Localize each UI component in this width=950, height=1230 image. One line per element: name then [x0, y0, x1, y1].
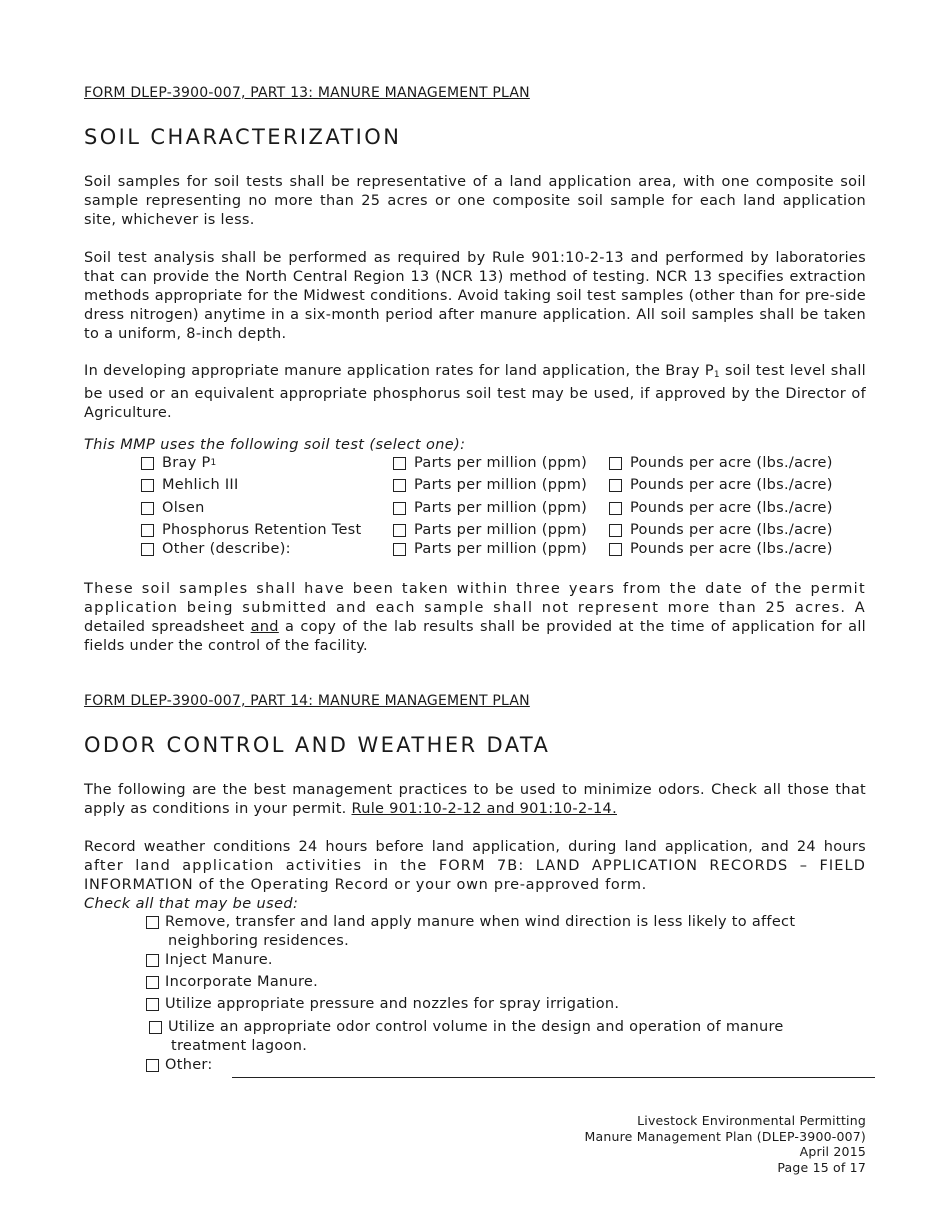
footer-date: April 2015 [799, 1144, 866, 1159]
olsen-label: Olsen [162, 500, 205, 516]
part13-form-reference: FORM DLEP-3900-007, PART 13: MANURE MANAGEMENT PLAN [84, 85, 530, 101]
paragraph-2-line-3: INFORMATION of the Operating Record or your own pre-approved form. [84, 877, 647, 893]
paragraph-4-line-1: These soil samples shall have been taken within three years from the date of the permit [84, 581, 866, 597]
bray-ppm-label: Parts per million (ppm) [414, 455, 588, 471]
bray-label: Bray P [162, 455, 211, 471]
olsen-ppm-option[interactable] [393, 500, 587, 516]
bray-ppm-checkbox[interactable] [393, 457, 406, 470]
rule-reference: Rule 901:10-2-12 and 901:10-2-14. [351, 801, 617, 817]
other-test-lbs-checkbox[interactable] [609, 543, 622, 556]
odor-control-volume-label-1: Utilize an appropriate odor control volume in the design and operation of manure [168, 1019, 784, 1035]
mehlich-lbs-label: Pounds per acre (lbs./acre) [630, 477, 833, 493]
part14-paragraph-2 [84, 838, 866, 914]
other-test-lbs-option[interactable] [609, 541, 833, 557]
olsen-ppm-checkbox[interactable] [393, 502, 406, 515]
other-practice-input-line[interactable] [232, 1077, 875, 1078]
paragraph-2-line-2: after land application activities in the FORM 7B: LAND APPLICATION RECORDS – FIELD [84, 858, 866, 874]
olsen-ppm-label: Parts per million (ppm) [414, 500, 588, 516]
mehlich-ppm-option[interactable] [393, 477, 587, 493]
practice-odor-control-volume[interactable] [149, 1018, 784, 1056]
mehlich-label: Mehlich III [162, 477, 239, 493]
other-test-lbs-label: Pounds per acre (lbs./acre) [630, 541, 833, 557]
mehlich-ppm-checkbox[interactable] [393, 479, 406, 492]
other-test-ppm-option[interactable] [393, 541, 587, 557]
footer-document-title: Manure Management Plan (DLEP-3900-007) [584, 1128, 866, 1144]
mehlich-lbs-checkbox[interactable] [609, 479, 622, 492]
part14-heading: ODOR CONTROL AND WEATHER DATA [84, 733, 551, 757]
phosphorus-retention-label: Phosphorus Retention Test [162, 522, 362, 538]
other-test-ppm-label: Parts per million (ppm) [414, 541, 588, 557]
paragraph-4-rest: detailed spreadsheet and a copy of the lab results shall be provided at the time of application for all fields under the control of the facility. [84, 619, 866, 654]
practice-other[interactable] [146, 1056, 213, 1075]
phosphorus-retention-lbs-option[interactable] [609, 522, 833, 538]
inject-manure-checkbox[interactable] [146, 954, 159, 967]
bray-checkbox[interactable] [141, 457, 154, 470]
soil-test-option-phosphorus-retention[interactable] [141, 522, 362, 538]
part13-paragraph-1: Soil samples for soil tests shall be representative of a land application area, with one composite soil sample representing no more than 25 acres or one composite soil sample for each land application site, whichever is less. [84, 174, 866, 228]
footer-organization: Livestock Environmental Permitting [637, 1113, 866, 1128]
phosphorus-retention-lbs-label: Pounds per acre (lbs./acre) [630, 522, 833, 538]
phosphorus-retention-ppm-label: Parts per million (ppm) [414, 522, 588, 538]
wind-direction-label-2: neighboring residences. [168, 933, 350, 949]
other-test-ppm-checkbox[interactable] [393, 543, 406, 556]
practice-spray-irrigation[interactable] [146, 995, 619, 1014]
bray-lbs-label: Pounds per acre (lbs./acre) [630, 455, 833, 471]
bray-lbs-checkbox[interactable] [609, 457, 622, 470]
odor-control-volume-label-2: treatment lagoon. [171, 1038, 308, 1054]
incorporate-manure-label: Incorporate Manure. [165, 974, 319, 990]
phosphorus-retention-lbs-checkbox[interactable] [609, 524, 622, 537]
part14-paragraph-1: The following are the best management practices to be used to minimize odors. Check all those that apply as conditions in your permit. Rule 901:10-2-12 and 901:10-2-14. [84, 782, 866, 817]
practice-incorporate-manure[interactable] [146, 973, 318, 992]
odor-control-volume-checkbox[interactable] [149, 1021, 162, 1034]
soil-test-option-mehlich[interactable] [141, 477, 239, 493]
phosphorus-retention-checkbox[interactable] [141, 524, 154, 537]
wind-direction-label-1: Remove, transfer and land apply manure when wind direction is less likely to affect [165, 914, 796, 930]
practice-wind-direction[interactable] [146, 913, 795, 951]
soil-test-option-other[interactable] [141, 541, 291, 557]
part13-heading: SOIL CHARACTERIZATION [84, 125, 402, 149]
part13-paragraph-4 [84, 580, 866, 656]
footer-page-number: Page 15 of 17 [777, 1159, 866, 1175]
phosphorus-retention-ppm-option[interactable] [393, 522, 587, 538]
incorporate-manure-checkbox[interactable] [146, 976, 159, 989]
olsen-lbs-option[interactable] [609, 500, 833, 516]
other-test-checkbox[interactable] [141, 543, 154, 556]
soil-test-option-olsen[interactable] [141, 500, 205, 516]
part13-paragraph-2: Soil test analysis shall be performed as required by Rule 901:10-2-13 and performed by laboratories that can provide the North Central Region 13 (NCR 13) method of testing. NCR 13 specifies extraction methods appropriate for the Midwest conditions. Avoid taking soil test samples (other than for pre-side dress nitrogen) anytime in a six-month period after manure application. All soil samples shall be taken to a uniform, 8-inch depth. [84, 250, 866, 342]
mehlich-lbs-option[interactable] [609, 477, 833, 493]
part14-form-reference: FORM DLEP-3900-007, PART 14: MANURE MANAGEMENT PLAN [84, 693, 530, 709]
bray-ppm-option[interactable] [393, 455, 587, 471]
olsen-lbs-label: Pounds per acre (lbs./acre) [630, 500, 833, 516]
wind-direction-checkbox[interactable] [146, 916, 159, 929]
mehlich-checkbox[interactable] [141, 479, 154, 492]
inject-manure-label: Inject Manure. [165, 952, 273, 968]
spray-irrigation-checkbox[interactable] [146, 998, 159, 1011]
phosphorus-retention-ppm-checkbox[interactable] [393, 524, 406, 537]
other-practice-checkbox[interactable] [146, 1059, 159, 1072]
bray-lbs-option[interactable] [609, 455, 833, 471]
practice-inject-manure[interactable] [146, 951, 273, 970]
other-test-label: Other (describe): [162, 541, 291, 557]
part13-paragraph-3: In developing appropriate manure application rates for land application, the Bray $P_1$ soil test level shall be used or an equivalent appropriate phosphorus soil test may be used, if approved by the Director of Agriculture. [84, 363, 866, 421]
soil-test-select-prompt: This MMP uses the following soil test (select one): [84, 437, 466, 453]
paragraph-4-line-2: application being submitted and each sample shall not represent more than 25 acres. A [84, 600, 866, 616]
olsen-lbs-checkbox[interactable] [609, 502, 622, 515]
check-all-prompt: Check all that may be used: [84, 896, 299, 912]
page-footer [585, 1113, 867, 1175]
mehlich-ppm-label: Parts per million (ppm) [414, 477, 588, 493]
soil-test-option-bray[interactable] [141, 455, 217, 471]
olsen-checkbox[interactable] [141, 502, 154, 515]
other-practice-label: Other: [165, 1057, 213, 1073]
spray-irrigation-label: Utilize appropriate pressure and nozzles for spray irrigation. [165, 996, 620, 1012]
bray-subscript: 1 [210, 458, 217, 468]
paragraph-2-line-1: Record weather conditions 24 hours before land application, during land application, and 24 hours [84, 839, 866, 855]
